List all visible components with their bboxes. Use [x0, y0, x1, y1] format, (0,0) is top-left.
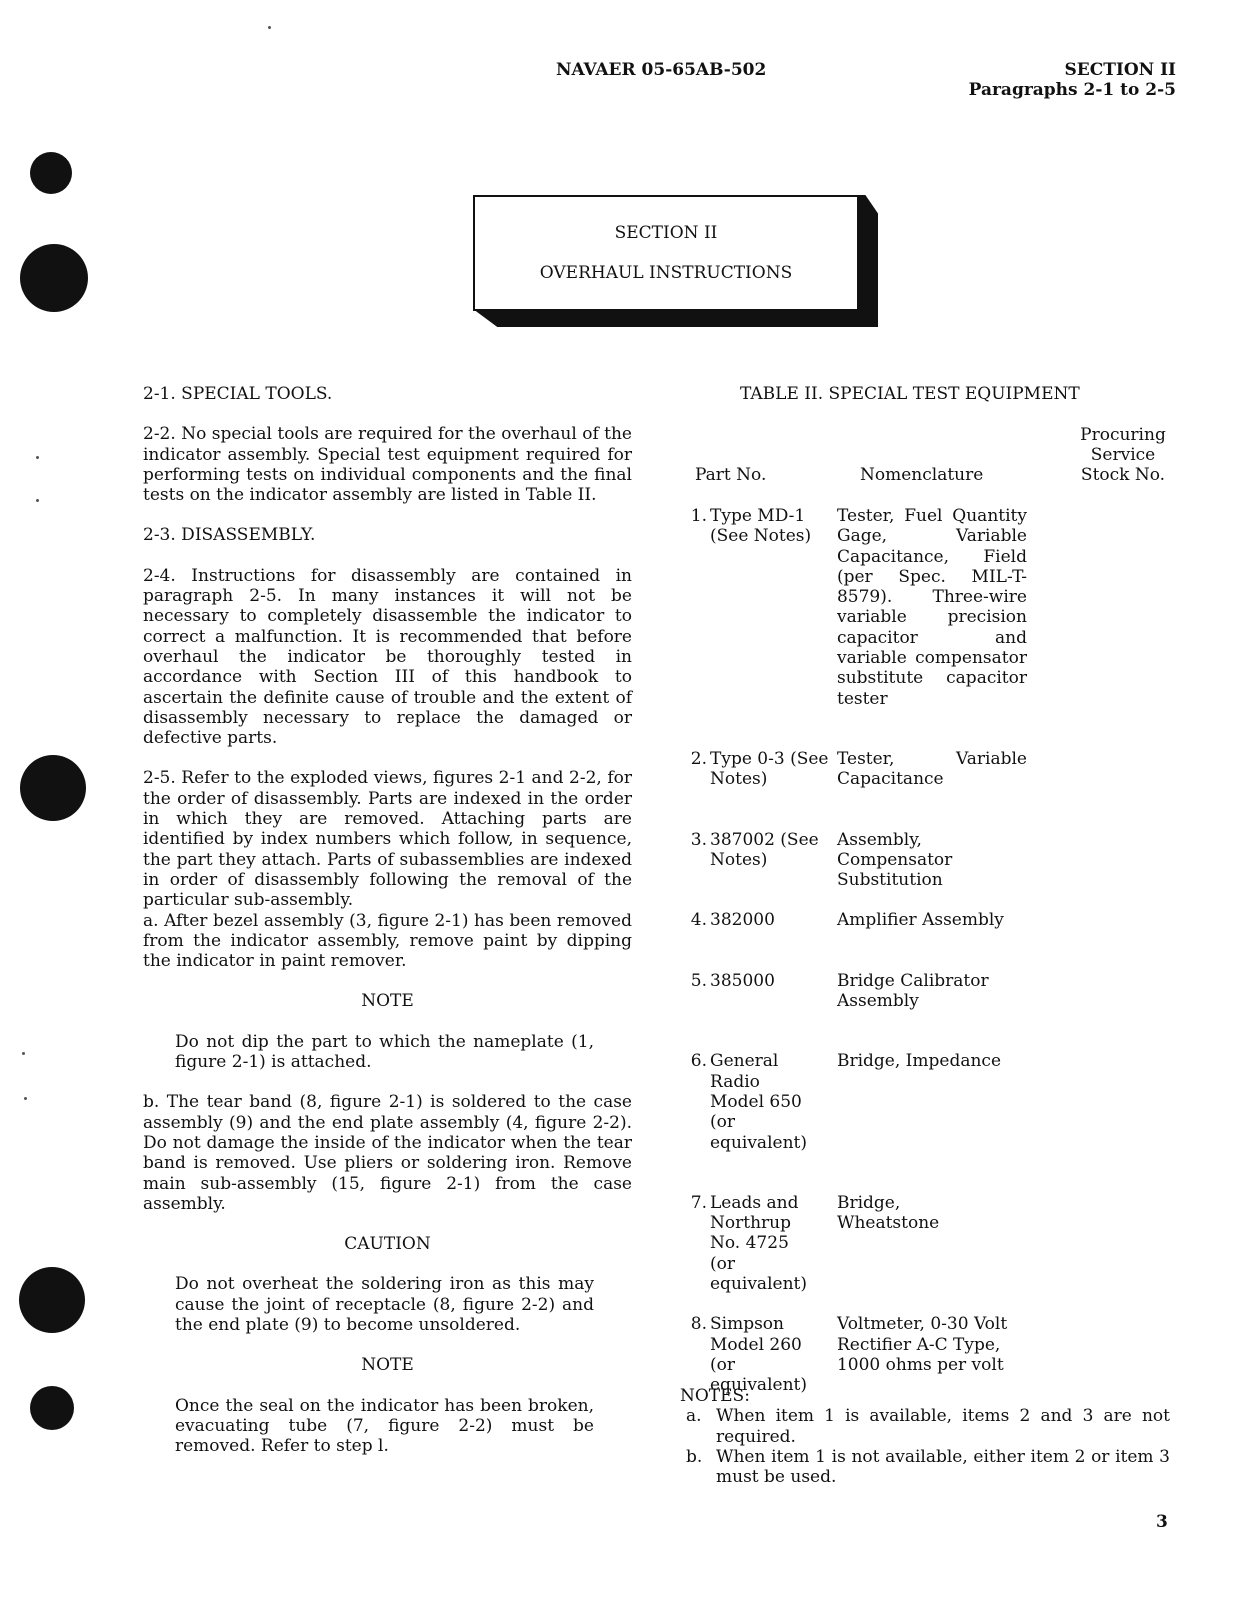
header-paragraphs: Paragraphs 2-1 to 2-5	[968, 80, 1176, 100]
caution-text: Do not overheat the soldering iron as this may cause the joint of receptacle (8, figure 2-2) and the end plate (9) to become unsoldered.	[175, 1274, 594, 1335]
row-part: Type MD-1 (See Notes)	[710, 506, 812, 547]
row-part: Type 0-3 (See Notes)	[710, 748, 829, 790]
section-title-box	[473, 195, 859, 311]
note-text-2: Once the seal on the indicator has been broken, evacuating tube (7, figure 2-2) must be removed. Refer to step l.	[175, 1395, 594, 1457]
row-nomenclature: Amplifier Assembly	[836, 910, 1004, 931]
left-column	[143, 384, 632, 1476]
caution-heading: CAUTION	[344, 1234, 431, 1255]
header-section: SECTION II	[1064, 60, 1176, 80]
table-row	[680, 830, 1027, 911]
title-box-shadow-right	[857, 195, 878, 327]
note-text: When item 1 is not available, either item 2 or item 3 must be used.	[716, 1446, 1170, 1488]
note-item	[680, 1406, 1170, 1447]
step-a: a. After bezel assembly (3, figure 2-1) has been removed from the indicator assembly, remove paint by dipping the indicator in paint remover.	[143, 910, 632, 972]
col-header-stock-1: Procuring	[1080, 425, 1166, 445]
scan-speck	[36, 499, 39, 502]
table-title: TABLE II. SPECIAL TEST EQUIPMENT	[740, 384, 1080, 404]
step-b: b. The tear band (8, figure 2-1) is soldered to the case assembly (9) and the end plate assembly (4, figure 2-2). Do not damage the inside of the indicator when the tear band is removed. Use pliers or soldering iron. Remove main sub-assembly (15, figure 2-1) from the case assembly.	[143, 1092, 632, 1214]
section-title-number: SECTION II	[614, 223, 718, 243]
row-part: General Radio Model 650 (or equivalent)	[710, 1051, 807, 1153]
page-number: 3	[1156, 1512, 1168, 1532]
note-heading-1: NOTE	[361, 991, 414, 1012]
col-header-nomenclature: Nomenclature	[860, 465, 984, 485]
equipment-table	[680, 506, 1040, 1396]
row-part: 382000	[710, 910, 775, 931]
row-nomenclature: Bridge Calibrator Assembly	[836, 970, 989, 1012]
table-row	[680, 910, 1027, 970]
row-nomenclature: Tester, Fuel Quantity Gage, Variable Capacitance, Field (per Spec. MIL-T-8579). Three-wire variable precision capacitor and variable compensator substitute capacitor tester	[836, 506, 1027, 709]
row-nomenclature: Tester, Variable Capacitance	[836, 748, 1027, 790]
row-nomenclature: Assembly, Compensator Substitution	[836, 829, 953, 891]
document-number: NAVAER 05-65AB-502	[556, 60, 767, 80]
table-row	[680, 506, 1027, 749]
note-label: a.	[686, 1406, 702, 1427]
paragraph-2-4: 2-4. Instructions for disassembly are contained in paragraph 2-5. In many instances it will not be necessary to completely disassemble the indicator to correct a malfunction. It is recommended that before overhaul the indicator be thoroughly tested in accordance with Section III of this handbook to ascertain the definite cause of trouble and the extent of disassembly necessary to replace the damaged or defective parts.	[143, 565, 632, 749]
scan-speck	[36, 456, 39, 459]
table-row	[680, 1051, 1027, 1192]
row-part: 387002 (See Notes)	[710, 829, 819, 870]
paragraph-2-5: 2-5. Refer to the exploded views, figures 2-1 and 2-2, for the order of disassembly. Parts are indexed in the order in which they are removed. Attaching parts are identified by index numbers which follow, in sequence, the part they attach. Parts of subassemblies are indexed in order of disassembly following the removal of the particular sub-assembly.	[143, 768, 632, 911]
binder-hole-4	[19, 1267, 85, 1333]
paragraph-2-1: 2-1. SPECIAL TOOLS.	[143, 384, 333, 404]
row-number: 1.	[690, 506, 707, 526]
table-row	[680, 971, 1027, 1052]
binder-hole-3	[20, 755, 86, 821]
table-notes	[680, 1386, 1170, 1487]
row-part: 385000	[710, 970, 775, 991]
scan-speck	[24, 1097, 27, 1100]
col-header-stock-2: Service	[1090, 445, 1156, 465]
note-text: When item 1 is available, items 2 and 3 are not required.	[716, 1406, 1170, 1447]
notes-heading: NOTES:	[680, 1386, 750, 1406]
scan-speck	[22, 1052, 25, 1055]
note-item	[680, 1447, 1170, 1488]
scan-speck	[268, 26, 271, 29]
row-number: 6.	[690, 1051, 707, 1072]
paragraph-2-2: 2-2. No special tools are required for the overhaul of the indicator assembly. Special test equipment required for performing tests on individual components and the final tests on the indicator assembly are listed in Table II.	[143, 424, 632, 506]
binder-hole-2	[20, 244, 88, 312]
note-label: b.	[686, 1446, 703, 1467]
section-title-text: OVERHAUL INSTRUCTIONS	[539, 263, 793, 283]
paragraph-2-3: 2-3. DISASSEMBLY.	[143, 525, 316, 546]
row-nomenclature: Bridge, Wheatstone	[836, 1192, 940, 1234]
note-heading-2: NOTE	[361, 1355, 414, 1376]
row-nomenclature: Bridge, Impedance	[836, 1051, 1001, 1072]
row-number: 3.	[690, 829, 707, 850]
col-header-part: Part No.	[695, 465, 767, 485]
row-number: 8.	[690, 1314, 707, 1335]
binder-hole-5	[30, 1386, 74, 1430]
row-nomenclature: Voltmeter, 0-30 Volt Rectifier A-C Type, 1000 ohms per volt	[836, 1314, 1008, 1375]
row-number: 5.	[690, 970, 707, 991]
row-part: Leads and Northrup No. 4725 (or equivalent)	[710, 1192, 807, 1295]
title-box-shadow-bottom	[473, 309, 878, 327]
col-header-stock-3: Stock No.	[1080, 465, 1166, 485]
row-number: 2.	[690, 748, 707, 769]
note-text-1: Do not dip the part to which the nameplate (1, figure 2-1) is attached.	[175, 1031, 594, 1073]
table-row	[680, 1193, 1027, 1314]
table-row	[680, 749, 1027, 830]
row-number: 7.	[690, 1192, 707, 1213]
row-part: Simpson Model 260 (or equivalent)	[710, 1314, 807, 1396]
row-number: 4.	[690, 910, 707, 931]
binder-hole-1	[30, 152, 72, 194]
table-row	[680, 1314, 1027, 1395]
